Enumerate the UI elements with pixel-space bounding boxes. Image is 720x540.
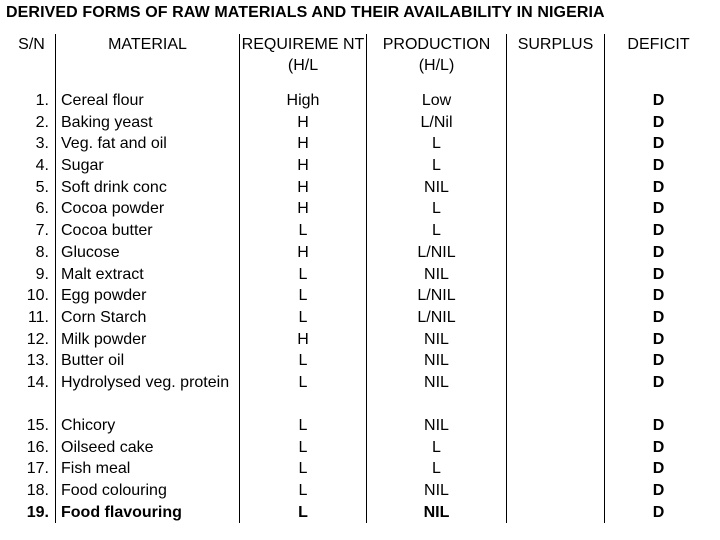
cell-requirement: L	[240, 415, 367, 437]
cell-requirement: H	[240, 242, 367, 264]
cell-sn: 7.	[8, 220, 56, 242]
cell-production: L/Nil	[367, 112, 507, 134]
cell-material: Food flavouring	[56, 502, 240, 524]
cell-production: L	[367, 458, 507, 480]
cell-production: L	[367, 133, 507, 155]
header-requirement: REQUIREME NT (H/L	[240, 34, 367, 90]
cell-material: Egg powder	[56, 285, 240, 307]
cell-production: NIL	[367, 415, 507, 437]
cell-deficit: D	[652, 243, 665, 261]
cell-material: Glucose	[56, 242, 240, 264]
cell-sn: 17.	[8, 458, 56, 480]
cell-requirement: L	[240, 372, 367, 415]
cell-sn: 5.	[8, 177, 56, 199]
cell-surplus	[507, 307, 605, 329]
cell-surplus	[507, 242, 605, 264]
cell-deficit: D	[652, 308, 665, 326]
cell-requirement: H	[240, 112, 367, 134]
cell-requirement: H	[240, 133, 367, 155]
header-production: PRODUCTION (H/L)	[367, 34, 507, 90]
cell-production: NIL	[367, 502, 507, 524]
cell-production: L/NIL	[367, 307, 507, 329]
cell-surplus	[507, 458, 605, 480]
cell-sn: 16.	[8, 437, 56, 459]
cell-surplus	[507, 155, 605, 177]
cell-production: L/NIL	[367, 285, 507, 307]
cell-material: Milk powder	[56, 329, 240, 351]
cell-material: Soft drink conc	[56, 177, 240, 199]
cell-surplus	[507, 329, 605, 351]
cell-surplus	[507, 285, 605, 307]
cell-deficit: D	[652, 157, 665, 175]
cell-requirement: L	[240, 437, 367, 459]
header-surplus: SURPLUS	[507, 34, 605, 90]
cell-material: Baking yeast	[56, 112, 240, 134]
cell-requirement: H	[240, 177, 367, 199]
cell-requirement: High	[240, 90, 367, 112]
cell-production: L/NIL	[367, 242, 507, 264]
cell-sn: 4.	[8, 155, 56, 177]
cell-material: Cocoa powder	[56, 198, 240, 220]
cell-material: Chicory	[56, 415, 240, 437]
cell-requirement: L	[240, 307, 367, 329]
cell-deficit: D	[652, 265, 665, 283]
cell-surplus	[507, 90, 605, 112]
cell-production: L	[367, 198, 507, 220]
cell-sn: 10.	[8, 285, 56, 307]
cell-deficit: D	[652, 482, 665, 499]
page-title: DERIVED FORMS OF RAW MATERIALS AND THEIR AVAILABILITY IN NIGERIA	[6, 4, 605, 21]
cell-deficit: D	[652, 222, 665, 240]
cell-deficit: D	[652, 503, 665, 521]
cell-material: Cereal flour	[56, 90, 240, 112]
cell-material: Sugar	[56, 155, 240, 177]
cell-production: Low	[367, 90, 507, 112]
cell-production: NIL	[367, 372, 507, 415]
cell-surplus	[507, 220, 605, 242]
cell-sn: 15.	[8, 415, 56, 437]
cell-sn: 19.	[8, 502, 56, 524]
cell-deficit: D	[652, 135, 665, 153]
cell-sn: 11.	[8, 307, 56, 329]
cell-material: Cocoa butter	[56, 220, 240, 242]
cell-production: L	[367, 220, 507, 242]
cell-sn: 1.	[8, 90, 56, 112]
cell-surplus	[507, 112, 605, 134]
cell-sn: 14.	[8, 372, 56, 415]
cell-production: NIL	[367, 480, 507, 502]
cell-sn: 3.	[8, 133, 56, 155]
cell-deficit: D	[652, 178, 665, 196]
header-deficit: DEFICIT	[627, 36, 690, 53]
cell-surplus	[507, 133, 605, 155]
cell-deficit: D	[652, 287, 665, 305]
cell-material: Butter oil	[56, 350, 240, 372]
cell-surplus	[507, 502, 605, 524]
cell-sn: 13.	[8, 350, 56, 372]
cell-surplus	[507, 264, 605, 286]
cell-production: NIL	[367, 329, 507, 351]
cell-requirement: H	[240, 198, 367, 220]
cell-requirement: L	[240, 350, 367, 372]
cell-material: Veg. fat and oil	[56, 133, 240, 155]
cell-deficit: D	[652, 330, 665, 348]
cell-deficit: D	[652, 200, 665, 218]
cell-sn: 8.	[8, 242, 56, 264]
availability-table	[8, 34, 712, 521]
cell-deficit: D	[652, 416, 665, 434]
cell-material: Fish meal	[56, 458, 240, 480]
header-sn: S/N	[8, 34, 56, 90]
cell-sn: 12.	[8, 329, 56, 351]
cell-production: L	[367, 437, 507, 459]
cell-production: NIL	[367, 177, 507, 199]
cell-deficit: D	[652, 460, 665, 478]
cell-deficit: D	[652, 352, 665, 370]
cell-deficit: D	[652, 113, 665, 131]
cell-deficit: D	[652, 92, 665, 109]
cell-requirement: L	[240, 480, 367, 502]
cell-production: NIL	[367, 350, 507, 372]
header-material: MATERIAL	[56, 34, 240, 90]
cell-surplus	[507, 372, 605, 415]
cell-material: Oilseed cake	[56, 437, 240, 459]
cell-sn: 6.	[8, 198, 56, 220]
cell-production: NIL	[367, 264, 507, 286]
cell-requirement: L	[240, 220, 367, 242]
cell-material: Corn Starch	[56, 307, 240, 329]
cell-sn: 18.	[8, 480, 56, 502]
cell-material: Malt extract	[56, 264, 240, 286]
cell-surplus	[507, 350, 605, 372]
cell-requirement: H	[240, 329, 367, 351]
cell-surplus	[507, 437, 605, 459]
cell-sn: 2.	[8, 112, 56, 134]
cell-requirement: L	[240, 285, 367, 307]
cell-requirement: L	[240, 458, 367, 480]
cell-deficit: D	[652, 373, 665, 391]
cell-requirement: L	[240, 502, 367, 524]
cell-production: L	[367, 155, 507, 177]
cell-deficit: D	[652, 438, 665, 456]
cell-material: Food colouring	[56, 480, 240, 502]
cell-surplus	[507, 480, 605, 502]
cell-surplus	[507, 177, 605, 199]
cell-material: Hydrolysed veg. protein	[56, 372, 240, 415]
cell-surplus	[507, 198, 605, 220]
cell-surplus	[507, 415, 605, 437]
cell-sn: 9.	[8, 264, 56, 286]
cell-requirement: L	[240, 264, 367, 286]
cell-requirement: H	[240, 155, 367, 177]
